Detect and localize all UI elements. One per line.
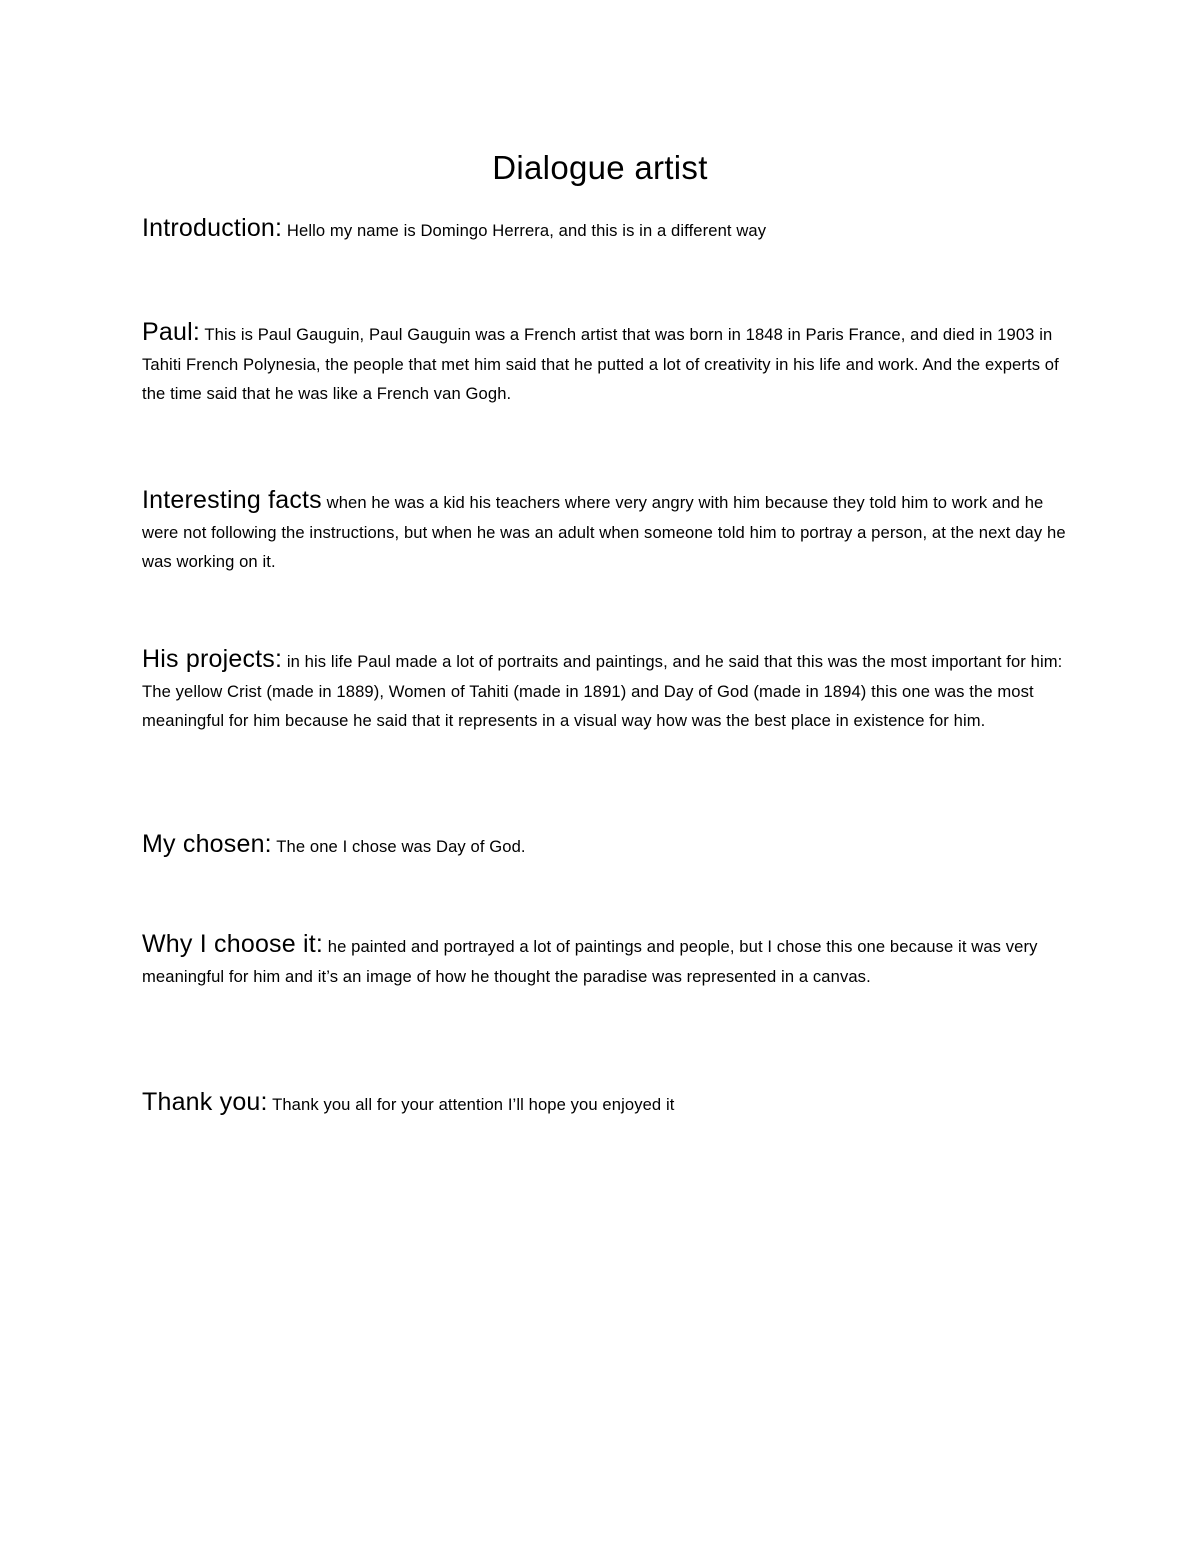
section-heading: Why I choose it: xyxy=(142,930,324,958)
section-body: he painted and portrayed a lot of paintings and people, but I chose this one because it was very meaningful for him and it’s an image of how he thought the paradise was represented in a canvas. xyxy=(142,937,1038,986)
section-body: when he was a kid his teachers where very angry with him because they told him to work and he were not following the instructions, but when he was an adult when someone told him to portray a person, at the next day he was working on it. xyxy=(142,493,1066,571)
section-introduction xyxy=(142,214,1072,246)
section-heading: His projects: xyxy=(142,645,283,673)
section-body: Hello my name is Domingo Herrera, and this is in a different way xyxy=(286,221,767,240)
section-interesting-facts xyxy=(142,486,1072,577)
section-heading: My chosen: xyxy=(142,830,272,858)
section-paul xyxy=(142,318,1072,409)
section-heading: Introduction: xyxy=(142,214,283,242)
section-why-i-choose-it xyxy=(142,930,1072,991)
section-body: This is Paul Gauguin, Paul Gauguin was a French artist that was born in 1848 in Paris France, and died in 1903 in Tahiti French Polynesia, the people that met him said that he putted a lot of creativity in his life and work. And the experts of the time said that he was like a French van Gogh. xyxy=(142,325,1059,403)
section-body: in his life Paul made a lot of portraits and paintings, and he said that this was the most important for him: The yellow Crist (made in 1889), Women of Tahiti (made in 1891) and Day of God (made in 1894) this one was the most meaningful for him because he said that it represents in a visual way how was the best place in existence for him. xyxy=(142,652,1063,730)
section-heading: Thank you: xyxy=(142,1088,268,1116)
section-my-chosen xyxy=(142,830,1072,862)
section-thank-you xyxy=(142,1088,1072,1120)
section-heading: Interesting facts xyxy=(142,486,322,514)
section-his-projects xyxy=(142,645,1072,736)
section-body: Thank you all for your attention I’ll hope you enjoyed it xyxy=(272,1095,675,1114)
document-title: Dialogue artist xyxy=(492,149,708,186)
section-heading: Paul: xyxy=(142,318,200,346)
section-body: The one I chose was Day of God. xyxy=(276,837,526,856)
